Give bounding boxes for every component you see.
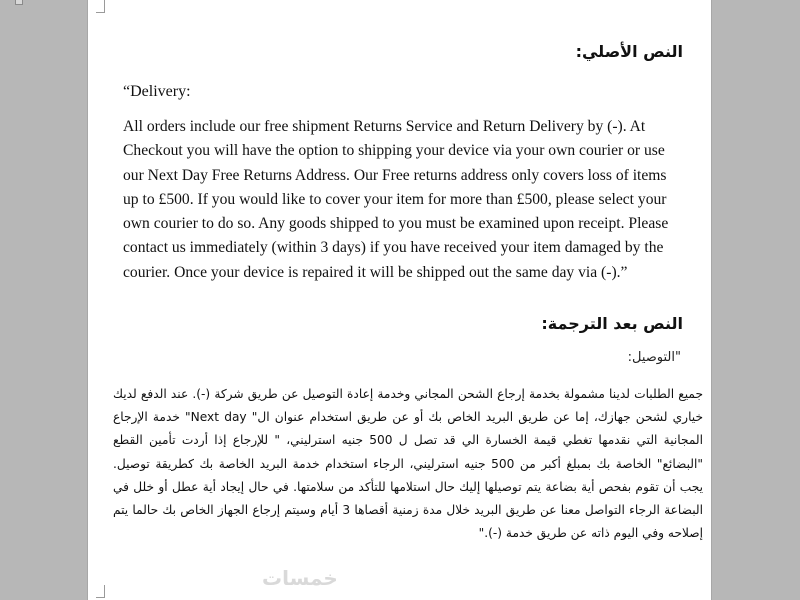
translated-subtitle: "التوصيل:: [627, 350, 681, 365]
translated-body: جميع الطلبات لدينا مشمولة بخدمة إرجاع الشحن المجاني وخدمة إعادة التوصيل عن طريق شركة (-). عند الدفع لديك خياري لشحن جهازك، إما عن طريق البريد الخاص بك أو عن طريق استخدام عنوان ال" Next day" خدمة الإرجاع المجانية التي نقدمها تغطي قيمة الخسارة الي قد تصل ل 500 جنيه استرليني، " للإرجاع إذا أردت تأمين القطع "البضائع" الخاصة بك بمبلغ أكبر من 500 جنيه استرليني، الرجاء استخدام خدمة البريد الخاصة بك كطريقة توصيل. يجب أن تقوم بفحص أية بضاعة يتم توصيلها إليك حال استلامها للتأكد من سلامتها. في حال إيجاد أية عطل أو خلل في البضاعة الرجاء التواصل معنا عن طريق البريد خلال مدة زمنية أقصاها 3 أيام وسيتم إرجاع الجهاز الخاص بك حالما يتم إصلاحه وفي اليوم ذاته عن طريق خدمة (-).": [113, 387, 703, 541]
translated-text-heading: النص بعد الترجمة:: [541, 314, 683, 333]
crop-mark-top-icon: [96, 0, 105, 13]
document-page: [87, 0, 712, 600]
original-text-heading: النص الأصلي:: [575, 42, 683, 61]
left-margin-area: [0, 0, 87, 600]
original-title: “Delivery:: [123, 83, 191, 100]
right-margin-area: [712, 0, 800, 600]
ruler-marker-icon: [15, 0, 23, 5]
crop-mark-bottom-icon: [96, 585, 105, 598]
watermark-logo: خمسات: [262, 566, 338, 590]
original-body: All orders include our free shipment Returns Service and Return Delivery by (-). At Checkout you will have the option to shipping your device via your own courier or use our Next Day Free Returns Address. Our Free returns address only covers loss of items up to £500. If you would like to cover your item for more than £500, please select your own courier to do so. Any goods shipped to you must be examined upon receipt. Please contact us immediately (within 3 days) if you have received your item damaged by the courier. Once your device is repaired it will be shipped out the same day via (-).”: [123, 118, 669, 281]
